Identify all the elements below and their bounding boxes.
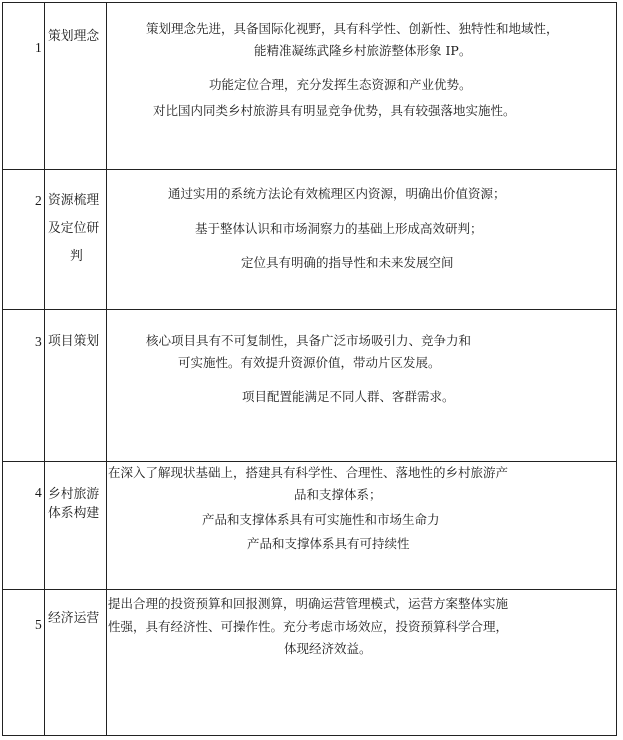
row-number: 3 (35, 334, 42, 349)
evaluation-table (2, 2, 617, 736)
row-divider-3 (3, 461, 616, 462)
row-content-line: 核心项目具有不可复制性，具备广泛市场吸引力、竞争力和 (146, 333, 472, 348)
row-content-line: 通过实用的系统方法论有效梳理区内资源，明确出价值资源； (168, 186, 506, 201)
row-content-line: 产品和支撑体系具有可持续性 (247, 536, 410, 551)
row-content-line: 性强，具有经济性、可操作性。充分考虑市场效应，投资预算科学合理， (108, 619, 509, 634)
row-category-label: 策划理念 (48, 29, 100, 44)
row-content-line: 定位具有明确的指导性和未来发展空间 (241, 255, 454, 270)
row-content-line: 体现经济效益。 (284, 641, 372, 656)
row-divider-1 (3, 169, 616, 170)
row-content-line: 在深入了解现状基础上，搭建具有科学性、合理性、落地性的乡村旅游产 (108, 465, 509, 480)
row-content-line: 提出合理的投资预算和回报测算，明确运营管理模式，运营方案整体实施 (108, 596, 509, 611)
row-content-line: 品和支撑体系； (294, 487, 382, 502)
row-number: 1 (35, 40, 42, 55)
row-content-line: 功能定位合理，充分发挥生态资源和产业优势。 (209, 77, 472, 92)
column-divider-1 (44, 3, 45, 735)
row-category-label: 体系构建 (48, 506, 100, 521)
row-content-line: 基于整体认识和市场洞察力的基础上形成高效研判； (195, 221, 483, 236)
row-content-line: 产品和支撑体系具有可实施性和市场生命力 (202, 512, 440, 527)
column-divider-2 (106, 3, 107, 735)
row-number: 5 (35, 617, 42, 632)
row-category-label: 资源梳理 (48, 193, 100, 208)
row-category-label: 判 (70, 249, 83, 264)
row-content-line: 项目配置能满足不同人群、客群需求。 (242, 389, 455, 404)
row-category-label: 项目策划 (48, 334, 100, 349)
row-number: 4 (35, 485, 42, 500)
row-content-line: 能精准凝练武隆乡村旅游整体形象 IP。 (254, 43, 472, 58)
row-category-label: 乡村旅游 (48, 487, 100, 502)
row-category-label: 及定位研 (48, 221, 100, 236)
row-content-line: 对比国内同类乡村旅游具有明显竞争优势，具有较强落地实施性。 (153, 103, 516, 118)
row-content-line: 策划理念先进，具备国际化视野，具有科学性、创新性、独特性和地域性， (146, 21, 559, 36)
row-divider-4 (3, 589, 616, 590)
row-divider-2 (3, 309, 616, 310)
row-content-line: 可实施性。有效提升资源价值，带动片区发展。 (178, 355, 441, 370)
row-number: 2 (35, 193, 42, 208)
row-category-label: 经济运营 (48, 611, 100, 626)
